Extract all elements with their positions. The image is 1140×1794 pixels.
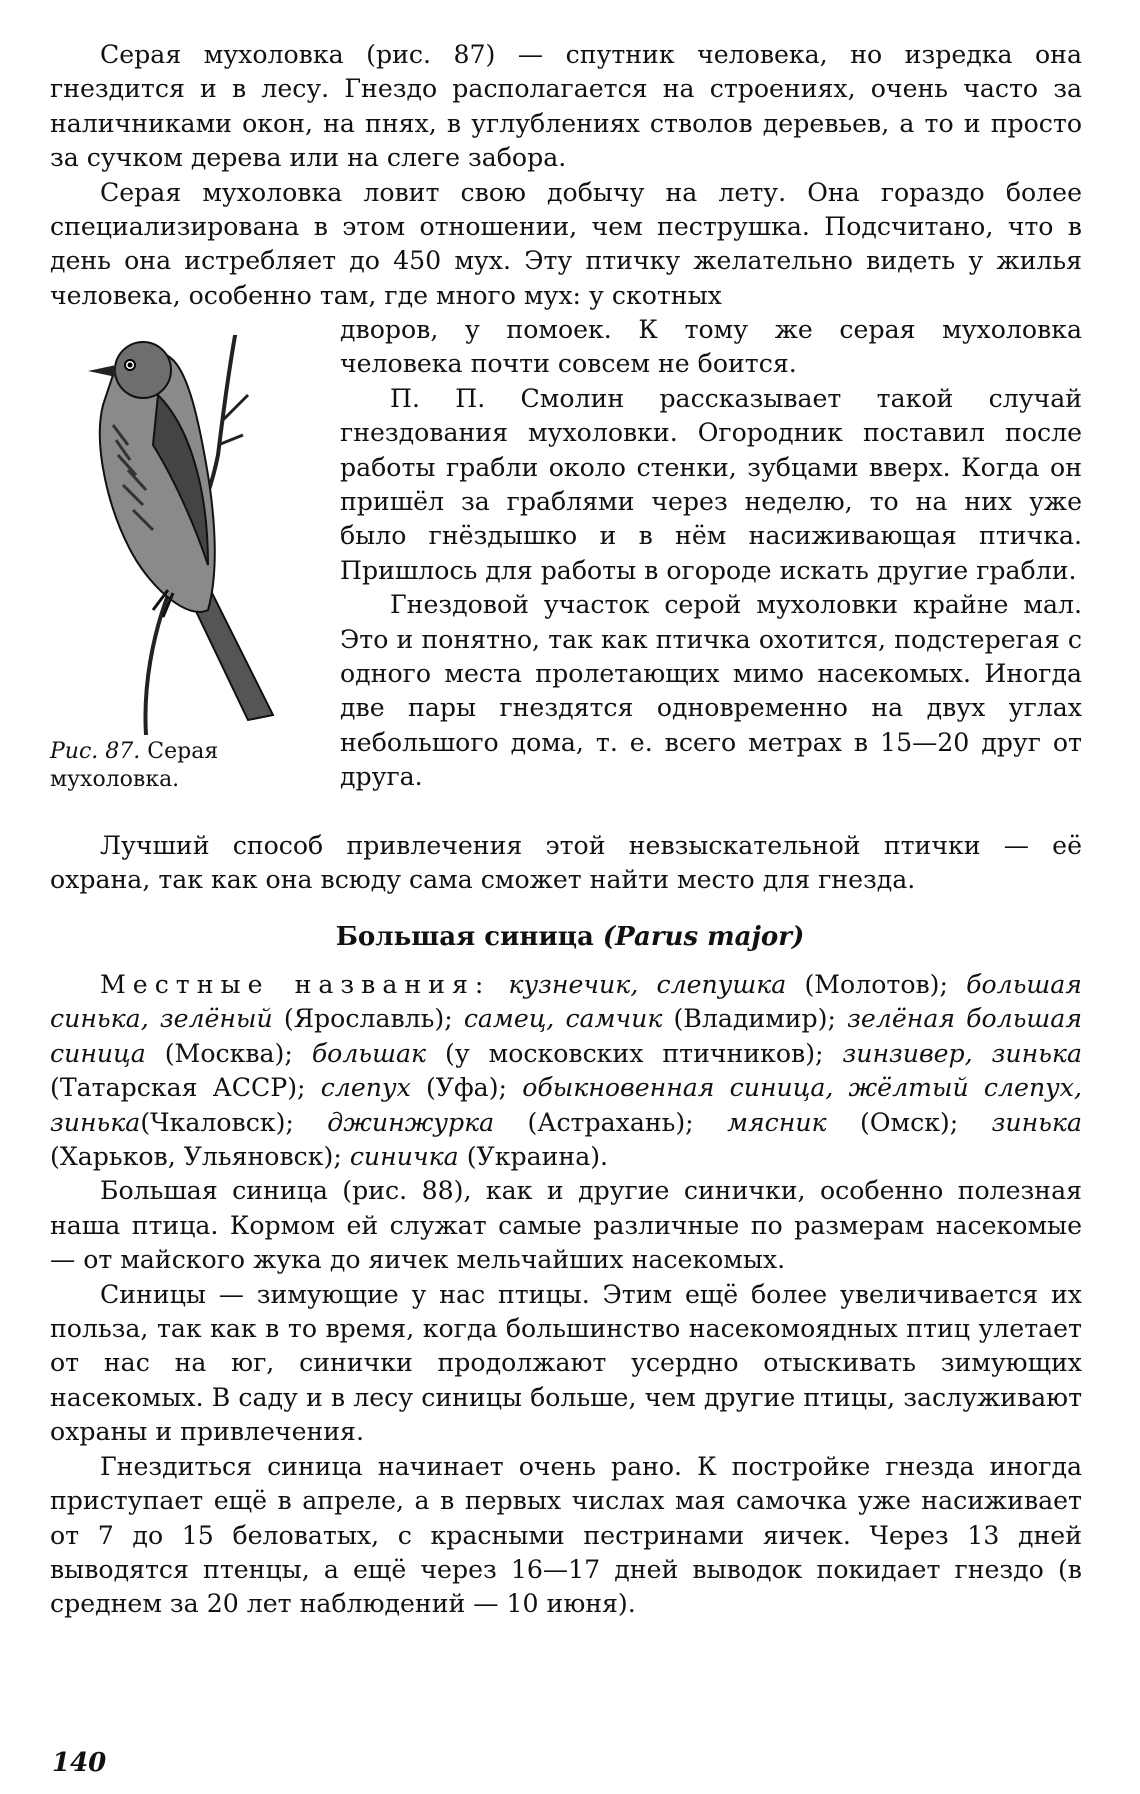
flycatcher-text-bottom xyxy=(50,829,1082,898)
paragraph-flycatcher-hunting: Серая мухоловка ловит свою добычу на лету. Она гораздо более специализирована в этом отношении, чем пеструшка. Подсчитано, что в день она истребляет до 450 мух. Эту птичку желательно видеть у жилья человека, особенно там, где много мух: у скотных xyxy=(50,177,1082,310)
flycatcher-text-wrapped xyxy=(340,313,1082,795)
local-name: зинька xyxy=(991,1107,1082,1137)
paragraph-tit-usefulness: Большая синица (рис. 88), как и другие синички, особенно полезная наша птица. Кормом ей служат самые различные по размерам насекомые — от майского жука до яичек мельчайших насекомых. xyxy=(50,1176,1082,1275)
local-name: мясник xyxy=(727,1107,827,1137)
local-name: синичка xyxy=(349,1142,459,1172)
local-region: (Владимир); xyxy=(662,1004,848,1034)
local-name: обыкновенная синица, жёлтый слепух, зинька xyxy=(50,1073,1082,1137)
local-names-label: Местные названия: xyxy=(100,970,491,999)
page-number: 140 xyxy=(52,1748,107,1778)
flycatcher-drawing xyxy=(58,335,318,735)
local-region: (Украина). xyxy=(458,1142,609,1172)
paragraph-tit-wintering: Синицы — зимующие у нас птицы. Этим ещё более увеличивается их польза, так как в то время, когда большинство насекомоядных птиц улетает от нас на юг, синички продолжают усердно отыскивать зимующих насекомых. В саду и в лесу синицы больше, чем другие птицы, заслуживают охраны и привлечения. xyxy=(50,1279,1082,1447)
local-region: (Чкаловск); xyxy=(140,1107,328,1137)
paragraph-tit-nesting: Гнездиться синица начинает очень рано. К постройке гнезда иногда приступает ещё в апреле, а в первых числах мая самочка уже насиживает от 7 до 15 беловатых, с красными пестринами яичек. Через 13 дней выводятся птенцы, а ещё через 16—17 дней выводок покидает гнездо (в среднем за 20 лет наблюдений — 10 июня). xyxy=(50,1451,1082,1619)
local-name: самец, самчик xyxy=(463,1004,663,1034)
local-region: (у московских птичников); xyxy=(426,1038,843,1068)
figure-label: Рис. 87. xyxy=(50,739,141,764)
paragraph-smolin-story: П. П. Смолин рассказывает такой случай гнездования мухоловки. Огородник поставил после работы грабли около стенки, зубцами вверх. Когда он пришёл за граблями через неделю, то на них уже было гнёздышко и в нём насиживающая птичка. Пришлось для работы в огороде искать другие грабли. xyxy=(340,383,1082,585)
paragraph-local-names xyxy=(50,968,1082,1174)
local-region: (Харьков, Ульяновск); xyxy=(50,1142,350,1172)
bird-illustration-icon xyxy=(58,335,318,735)
flycatcher-text-top xyxy=(50,38,1082,313)
local-name: джинжурка xyxy=(327,1107,495,1137)
local-region: (Уфа); xyxy=(410,1073,523,1103)
paragraph-flycatcher-nesting: Серая мухоловка (рис. 87) — спутник человека, но изредка она гнездится и в лесу. Гнездо располагается на строениях, очень часто за наличниками окон, на пнях, в углублениях стволов деревьев, а то и просто за сучком дерева или на слеге забора. xyxy=(50,40,1082,173)
local-region: (Москва); xyxy=(145,1038,312,1068)
local-region: (Астрахань); xyxy=(494,1107,728,1137)
local-region: (Омск); xyxy=(826,1107,992,1137)
local-name: слепух xyxy=(320,1073,411,1103)
paragraph-flycatcher-hunting-cont: дворов, у помоек. К тому же серая мухоловка человека почти совсем не боится. xyxy=(340,315,1082,379)
local-name: зинзивер, зинька xyxy=(842,1038,1082,1068)
local-name: большак xyxy=(311,1038,427,1068)
local-region: (Ярославль); xyxy=(272,1004,464,1034)
section-title: Большая синица xyxy=(335,922,594,952)
local-name: зелёная большая синица xyxy=(50,1004,1082,1068)
section-heading xyxy=(0,922,1140,952)
local-region: (Татарская АССР); xyxy=(50,1073,321,1103)
local-name: кузнечик, слепушка xyxy=(508,970,787,999)
section-latin-name: (Parus major) xyxy=(602,922,805,952)
local-region: (Молотов); xyxy=(786,970,967,999)
paragraph-best-attraction: Лучший способ привлечения этой невзыскательной птички — её охрана, так как она всюду сама сможет найти место для гнезда. xyxy=(50,831,1082,895)
paragraph-nest-territory: Гнездовой участок серой мухоловки крайне мал. Это и понятно, так как птичка охотится, подстерегая с одного места пролетающих мимо насекомых. Иногда две пары гнездятся одновременно на двух углах небольшого дома, т. е. всего метрах в 15—20 друг от друга. xyxy=(340,590,1082,792)
figure-caption xyxy=(50,738,300,794)
local-name: большая синька, зелёный xyxy=(50,970,1082,1034)
great-tit-text xyxy=(50,968,1082,1622)
figure-caption-text: Серая мухоловка. xyxy=(50,739,219,792)
